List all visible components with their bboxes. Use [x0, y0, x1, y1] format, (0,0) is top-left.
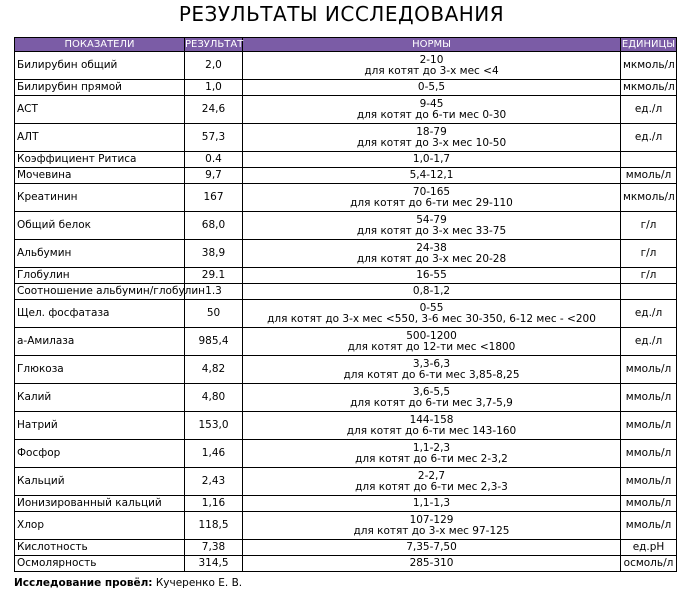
norm-cell — [243, 556, 621, 572]
norm-note: для котят до 3-х мес 10-50 — [356, 136, 507, 149]
unit-cell: ммоль/л — [621, 356, 677, 384]
column-header-result: РЕЗУЛЬТАТ — [185, 38, 244, 50]
norm-cell — [243, 96, 621, 124]
norm-range: 16-55 — [416, 269, 447, 281]
unit-cell: ед.pH — [621, 540, 677, 556]
result-cell: 24,6 — [185, 96, 243, 124]
column-header-param: ПОКАЗАТЕЛИ — [15, 38, 185, 52]
table-row — [15, 184, 677, 212]
unit-cell — [621, 284, 677, 300]
parameter-cell: Калий — [15, 384, 185, 412]
norm-range: 3,3-6,3 — [412, 357, 451, 370]
unit-cell: г/л — [621, 240, 677, 268]
norm-range: 1,0-1,7 — [412, 153, 451, 165]
norm-cell — [243, 540, 621, 556]
norm-range: 54-79 — [416, 213, 447, 226]
norm-note: для котят до 3-х мес 97-125 — [353, 524, 510, 537]
result-cell: 118,5 — [185, 512, 243, 540]
result-cell: 38,9 — [185, 240, 243, 268]
result-cell: 4,80 — [185, 384, 243, 412]
norm-cell — [243, 328, 621, 356]
parameter-cell: Креатинин — [15, 184, 185, 212]
table-row — [15, 284, 677, 300]
parameter-cell: Билирубин общий — [15, 52, 185, 80]
norm-cell — [243, 384, 621, 412]
unit-cell: мкмоль/л — [621, 80, 677, 96]
table-row — [15, 96, 677, 124]
norm-range: 2-10 — [419, 53, 444, 66]
parameter-cell: Глобулин — [15, 268, 185, 284]
parameter-cell: Коэффициент Ритиса — [15, 152, 185, 168]
results-table — [14, 37, 677, 572]
table-row — [15, 300, 677, 328]
norm-note: для котят до 6-ти мес 29-110 — [350, 196, 513, 209]
unit-cell: ммоль/л — [621, 384, 677, 412]
norm-cell — [243, 356, 621, 384]
norm-note: для котят до 3-х мес 20-28 — [356, 252, 507, 265]
unit-cell — [621, 152, 677, 168]
unit-cell: ммоль/л — [621, 468, 677, 496]
parameter-cell: Кальций — [15, 468, 185, 496]
result-cell: 68,0 — [185, 212, 243, 240]
parameter-cell: Кислотность — [15, 540, 185, 556]
norm-cell — [243, 412, 621, 440]
norm-note: для котят до 12-ти мес <1800 — [347, 340, 516, 353]
parameter-cell: АСТ — [15, 96, 185, 124]
norm-cell — [243, 168, 621, 184]
table-row — [15, 512, 677, 540]
column-header-norm: НОРМЫ — [243, 38, 621, 52]
unit-cell: ммоль/л — [621, 512, 677, 540]
norm-note: для котят до 3-х мес <4 — [364, 64, 499, 77]
table-row — [15, 440, 677, 468]
norm-cell — [243, 440, 621, 468]
result-cell: 1,46 — [185, 440, 243, 468]
table-row — [15, 240, 677, 268]
table-row — [15, 268, 677, 284]
norm-range: 3,6-5,5 — [412, 385, 451, 398]
norm-note: для котят до 6-ти мес 0-30 — [356, 108, 507, 121]
norm-cell — [243, 284, 621, 300]
unit-cell: мкмоль/л — [621, 184, 677, 212]
norm-cell — [243, 152, 621, 168]
header-row — [15, 38, 677, 52]
table-row — [15, 152, 677, 168]
norm-note: для котят до 6-ти мес 2-3,2 — [355, 452, 508, 465]
unit-cell: ммоль/л — [621, 496, 677, 512]
parameter-cell: Натрий — [15, 412, 185, 440]
parameter-cell: Билирубин прямой — [15, 80, 185, 96]
column-header-unit: ЕДИНИЦЫ — [621, 38, 676, 50]
unit-cell: ед./л — [621, 96, 677, 124]
norm-range: 7,35-7,50 — [406, 541, 457, 553]
result-cell: 985,4 — [185, 328, 243, 356]
norm-range: 5,4-12,1 — [409, 169, 454, 181]
norm-note: для котят до 6-ти мес 2,3-3 — [355, 480, 508, 493]
norm-range: 1,1-2,3 — [412, 441, 451, 454]
result-cell: 1,0 — [185, 80, 243, 96]
unit-cell: ед./л — [621, 328, 677, 356]
norm-cell — [243, 52, 621, 80]
norm-cell — [243, 184, 621, 212]
norm-range: 18-79 — [416, 125, 447, 138]
norm-note: для котят до 6-ти мес 3,85-8,25 — [343, 368, 520, 381]
parameter-cell: Щел. фосфатаза — [15, 300, 185, 328]
footer-name: Кучеренко Е. В. — [155, 577, 243, 589]
table-row — [15, 468, 677, 496]
unit-cell: ммоль/л — [621, 168, 677, 184]
table-row — [15, 556, 677, 572]
result-cell: 2,43 — [185, 468, 243, 496]
norm-range: 70-165 — [412, 185, 451, 198]
footer — [14, 577, 242, 589]
result-cell: 1.3 — [185, 284, 243, 300]
norm-note: для котят до 3-х мес 33-75 — [356, 224, 507, 237]
table-row — [15, 496, 677, 512]
norm-range: 24-38 — [416, 241, 447, 254]
parameter-cell: Мочевина — [15, 168, 185, 184]
norm-cell — [243, 268, 621, 284]
norm-cell — [243, 240, 621, 268]
norm-range: 2-2,7 — [417, 469, 446, 482]
norm-cell — [243, 468, 621, 496]
unit-cell: ед./л — [621, 300, 677, 328]
result-cell: 0.4 — [185, 152, 243, 168]
norm-cell — [243, 212, 621, 240]
table-row — [15, 328, 677, 356]
parameter-cell: АЛТ — [15, 124, 185, 152]
result-cell: 153,0 — [185, 412, 243, 440]
unit-cell: г/л — [621, 268, 677, 284]
table-row — [15, 168, 677, 184]
unit-cell: ммоль/л — [621, 440, 677, 468]
page-title: РЕЗУЛЬТАТЫ ИССЛЕДОВАНИЯ — [178, 2, 505, 26]
table-row — [15, 52, 677, 80]
parameter-cell: Глюкоза — [15, 356, 185, 384]
norm-range: 0-5,5 — [417, 81, 446, 93]
parameter-cell: Ионизированный кальций — [15, 496, 185, 512]
unit-cell: ед./л — [621, 124, 677, 152]
parameter-cell: Общий белок — [15, 212, 185, 240]
table-row — [15, 124, 677, 152]
table-row — [15, 384, 677, 412]
table-row — [15, 80, 677, 96]
norm-range: 1,1-1,3 — [412, 497, 451, 509]
parameter-cell: Альбумин — [15, 240, 185, 268]
norm-range: 500-1200 — [406, 329, 457, 342]
table-row — [15, 212, 677, 240]
result-cell: 9,7 — [185, 168, 243, 184]
norm-cell — [243, 124, 621, 152]
result-cell: 167 — [185, 184, 243, 212]
table-row — [15, 356, 677, 384]
norm-note: для котят до 3-х мес <550, 3-6 мес 30-350, 6-12 мес - <200 — [267, 312, 596, 325]
norm-note: для котят до 6-ти мес 143-160 — [346, 424, 517, 437]
results-body — [15, 52, 677, 572]
result-cell: 7,38 — [185, 540, 243, 556]
norm-range: 9-45 — [419, 97, 444, 110]
norm-cell — [243, 80, 621, 96]
result-cell: 314,5 — [185, 556, 243, 572]
norm-range: 0-55 — [419, 301, 444, 314]
unit-cell: осмоль/л — [621, 556, 677, 572]
result-cell: 29.1 — [185, 268, 243, 284]
unit-cell: ммоль/л — [621, 412, 677, 440]
norm-note: для котят до 6-ти мес 3,7-5,9 — [350, 396, 513, 409]
norm-range: 285-310 — [409, 557, 454, 569]
result-cell: 57,3 — [185, 124, 243, 152]
table-row — [15, 540, 677, 556]
footer-label: Исследование провёл: — [14, 577, 153, 589]
parameter-cell: Хлор — [15, 512, 185, 540]
parameter-cell: а-Амилаза — [15, 328, 185, 356]
norm-range: 0,8-1,2 — [412, 285, 451, 297]
result-cell: 1,16 — [185, 496, 243, 512]
norm-cell — [243, 300, 621, 328]
norm-range: 144-158 — [409, 413, 454, 426]
result-cell: 2,0 — [185, 52, 243, 80]
parameter-cell: Фосфор — [15, 440, 185, 468]
norm-cell — [243, 496, 621, 512]
norm-range: 107-129 — [409, 513, 454, 526]
table-row — [15, 412, 677, 440]
norm-cell — [243, 512, 621, 540]
result-cell: 50 — [185, 300, 243, 328]
unit-cell: г/л — [621, 212, 677, 240]
result-cell: 4,82 — [185, 356, 243, 384]
parameter-cell: Соотношение альбумин/глобулин — [15, 284, 185, 300]
parameter-cell: Осмолярность — [15, 556, 185, 572]
unit-cell: мкмоль/л — [621, 52, 677, 80]
